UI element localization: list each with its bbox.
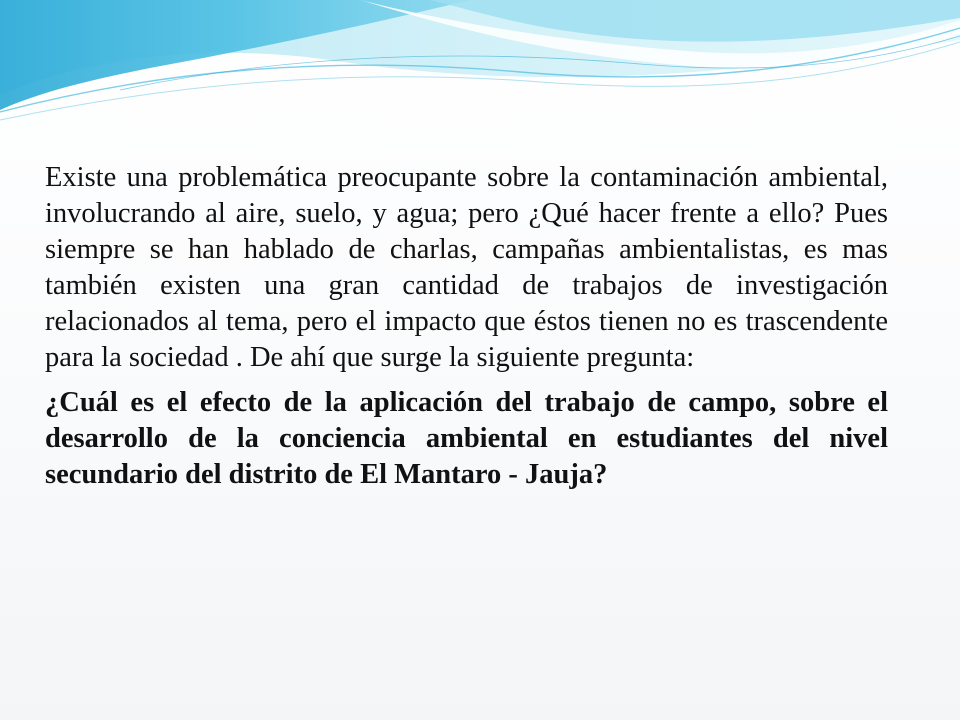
slide-content [45, 160, 888, 493]
wave-decoration [0, 0, 960, 130]
body-paragraph: Existe una problemática preocupante sobre la contaminación ambiental, involucrando al aire, suelo, y agua; pero ¿Qué hacer frente a ello? Pues siempre se han hablado de charlas, campañas ambientalistas, es mas también existen una gran cantidad de trabajos de investigación relacionados al tema, pero el impacto que éstos tienen no es trascendente para la sociedad . De ahí que surge la siguiente pregunta: [45, 162, 888, 373]
research-question: ¿Cuál es el efecto de la aplicación del trabajo de campo, sobre el desarrollo de la conciencia ambiental en estudiantes del nivel secundario del distrito de El Mantaro - Jauja? [45, 387, 888, 490]
